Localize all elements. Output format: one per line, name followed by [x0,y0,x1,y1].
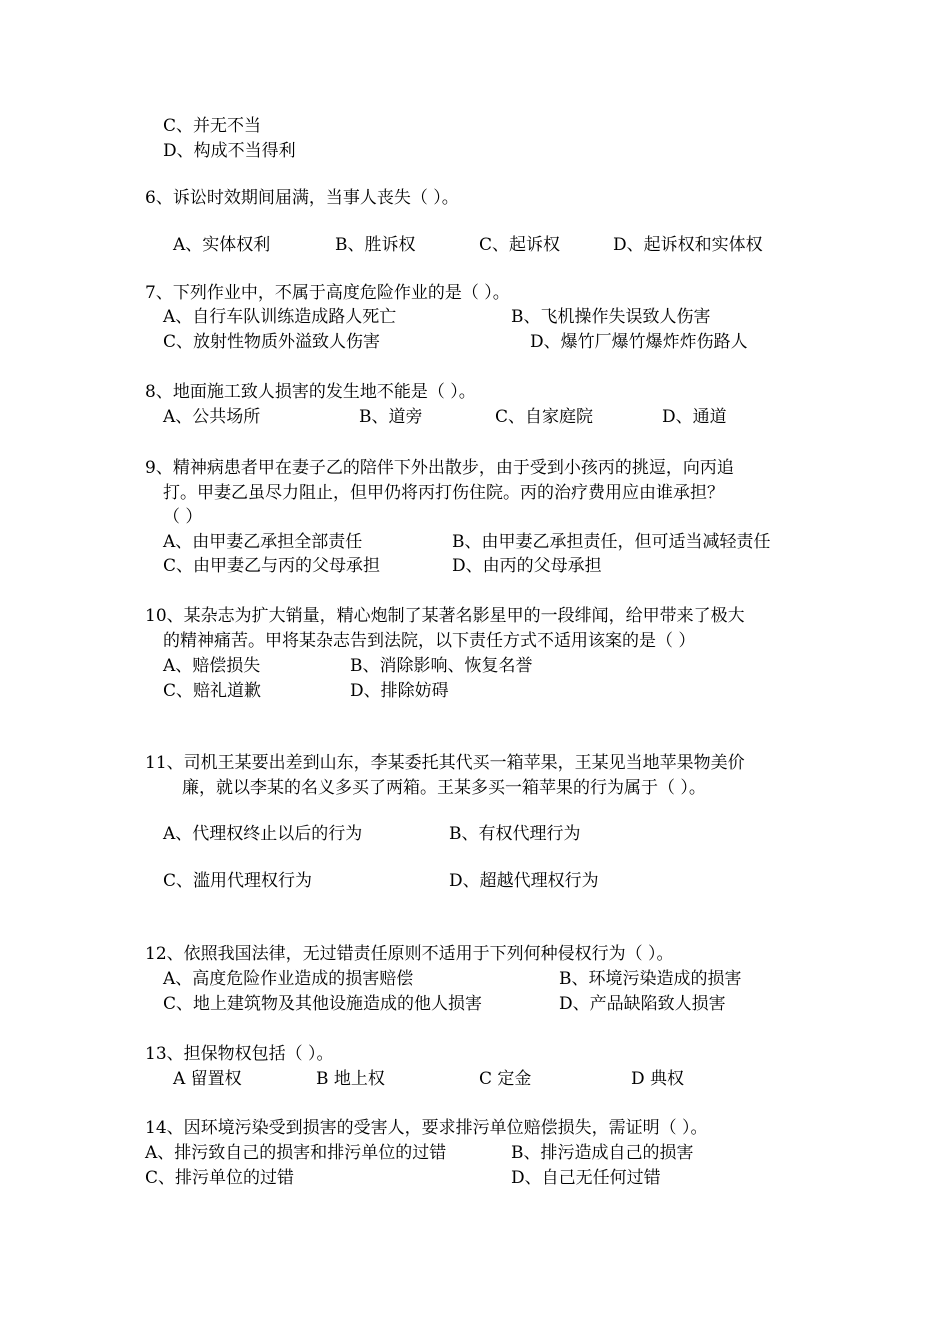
q12-option-b: B、环境污染造成的损害 [559,969,742,989]
q13-option-b: B 地上权 [316,1069,385,1089]
q10-option-b: B、消除影响、恢复名誉 [350,656,533,676]
q8-option-d: D、通道 [662,407,727,427]
q14-option-b: B、排污造成自己的损害 [511,1143,694,1163]
q9-option-c: C、由甲妻乙与丙的父母承担 [163,556,381,576]
q5-option-d: D、构成不当得利 [163,141,296,161]
q9-option-a: A、由甲妻乙承担全部责任 [163,532,363,552]
q9-option-b: B、由甲妻乙承担责任，但可适当减轻责任 [452,532,771,552]
q7-option-a: A、自行车队训练造成路人死亡 [163,307,397,327]
q11-option-b: B、有权代理行为 [449,824,581,844]
q10-stem-line1: 10、某杂志为扩大销量，精心炮制了某著名影星甲的一段绯闻，给甲带来了极大 [145,606,745,626]
q13-option-a: A 留置权 [173,1069,242,1089]
q13-option-d: D 典权 [631,1069,685,1089]
q13-option-c: C 定金 [479,1069,532,1089]
q6-stem: 6、诉讼时效期间届满，当事人丧失（ ）。 [145,188,459,208]
q14-option-c: C、排污单位的过错 [145,1168,295,1188]
q6-option-b: B、胜诉权 [335,235,416,255]
q7-option-d: D、爆竹厂爆竹爆炸炸伤路人 [530,332,748,352]
q10-option-c: C、赔礼道歉 [163,681,262,701]
q14-option-a: A、排污致自己的损害和排污单位的过错 [145,1143,447,1163]
q10-option-d: D、排除妨碍 [350,681,449,701]
q9-stem-line2: 打。甲妻乙虽尽力阻止，但甲仍将丙打伤住院。丙的治疗费用应由谁承担？ [163,483,724,503]
q8-option-b: B、道旁 [359,407,423,427]
q9-stem-line3: （ ） [163,507,203,527]
q10-stem-line2: 的精神痛苦。甲将某杂志告到法院，以下责任方式不适用该案的是（ ） [163,631,696,651]
q11-option-c: C、滥用代理权行为 [163,871,313,891]
q12-option-a: A、高度危险作业造成的损害赔偿 [163,969,414,989]
q7-stem: 7、下列作业中，不属于高度危险作业的是（ ）。 [145,283,510,303]
q7-option-b: B、飞机操作失误致人伤害 [511,307,711,327]
q11-stem-line2: 廉，就以李某的名义多买了两箱。王某多买一箱苹果的行为属于（ ）。 [182,778,706,798]
q5-option-c: C、并无不当 [163,116,262,136]
q9-stem-line1: 9、精神病患者甲在妻子乙的陪伴下外出散步，由于受到小孩丙的挑逗，向丙追 [145,458,734,478]
q6-option-c: C、起诉权 [479,235,561,255]
q8-stem: 8、地面施工致人损害的发生地不能是（ ）。 [145,382,476,402]
q11-option-d: D、超越代理权行为 [449,871,599,891]
q10-option-a: A、赔偿损失 [163,656,261,676]
q9-option-d: D、由丙的父母承担 [452,556,602,576]
q6-option-a: A、实体权利 [173,235,271,255]
q8-option-c: C、自家庭院 [495,407,594,427]
q12-option-d: D、产品缺陷致人损害 [559,994,726,1014]
q12-stem: 12、依照我国法律，无过错责任原则不适用于下列何种侵权行为（ ）。 [145,944,674,964]
q6-option-d: D、起诉权和实体权 [613,235,763,255]
q13-stem: 13、担保物权包括（ ）。 [145,1044,334,1064]
q14-option-d: D、自己无任何过错 [511,1168,661,1188]
q11-stem-line1: 11、司机王某要出差到山东，李某委托其代买一箱苹果，王某见当地苹果物美价 [145,753,745,773]
q12-option-c: C、地上建筑物及其他设施造成的他人损害 [163,994,483,1014]
q8-option-a: A、公共场所 [163,407,261,427]
q14-stem: 14、因环境污染受到损害的受害人，要求排污单位赔偿损失，需证明（ ）。 [145,1118,708,1138]
q7-option-c: C、放射性物质外溢致人伤害 [163,332,381,352]
q11-option-a: A、代理权终止以后的行为 [163,824,363,844]
